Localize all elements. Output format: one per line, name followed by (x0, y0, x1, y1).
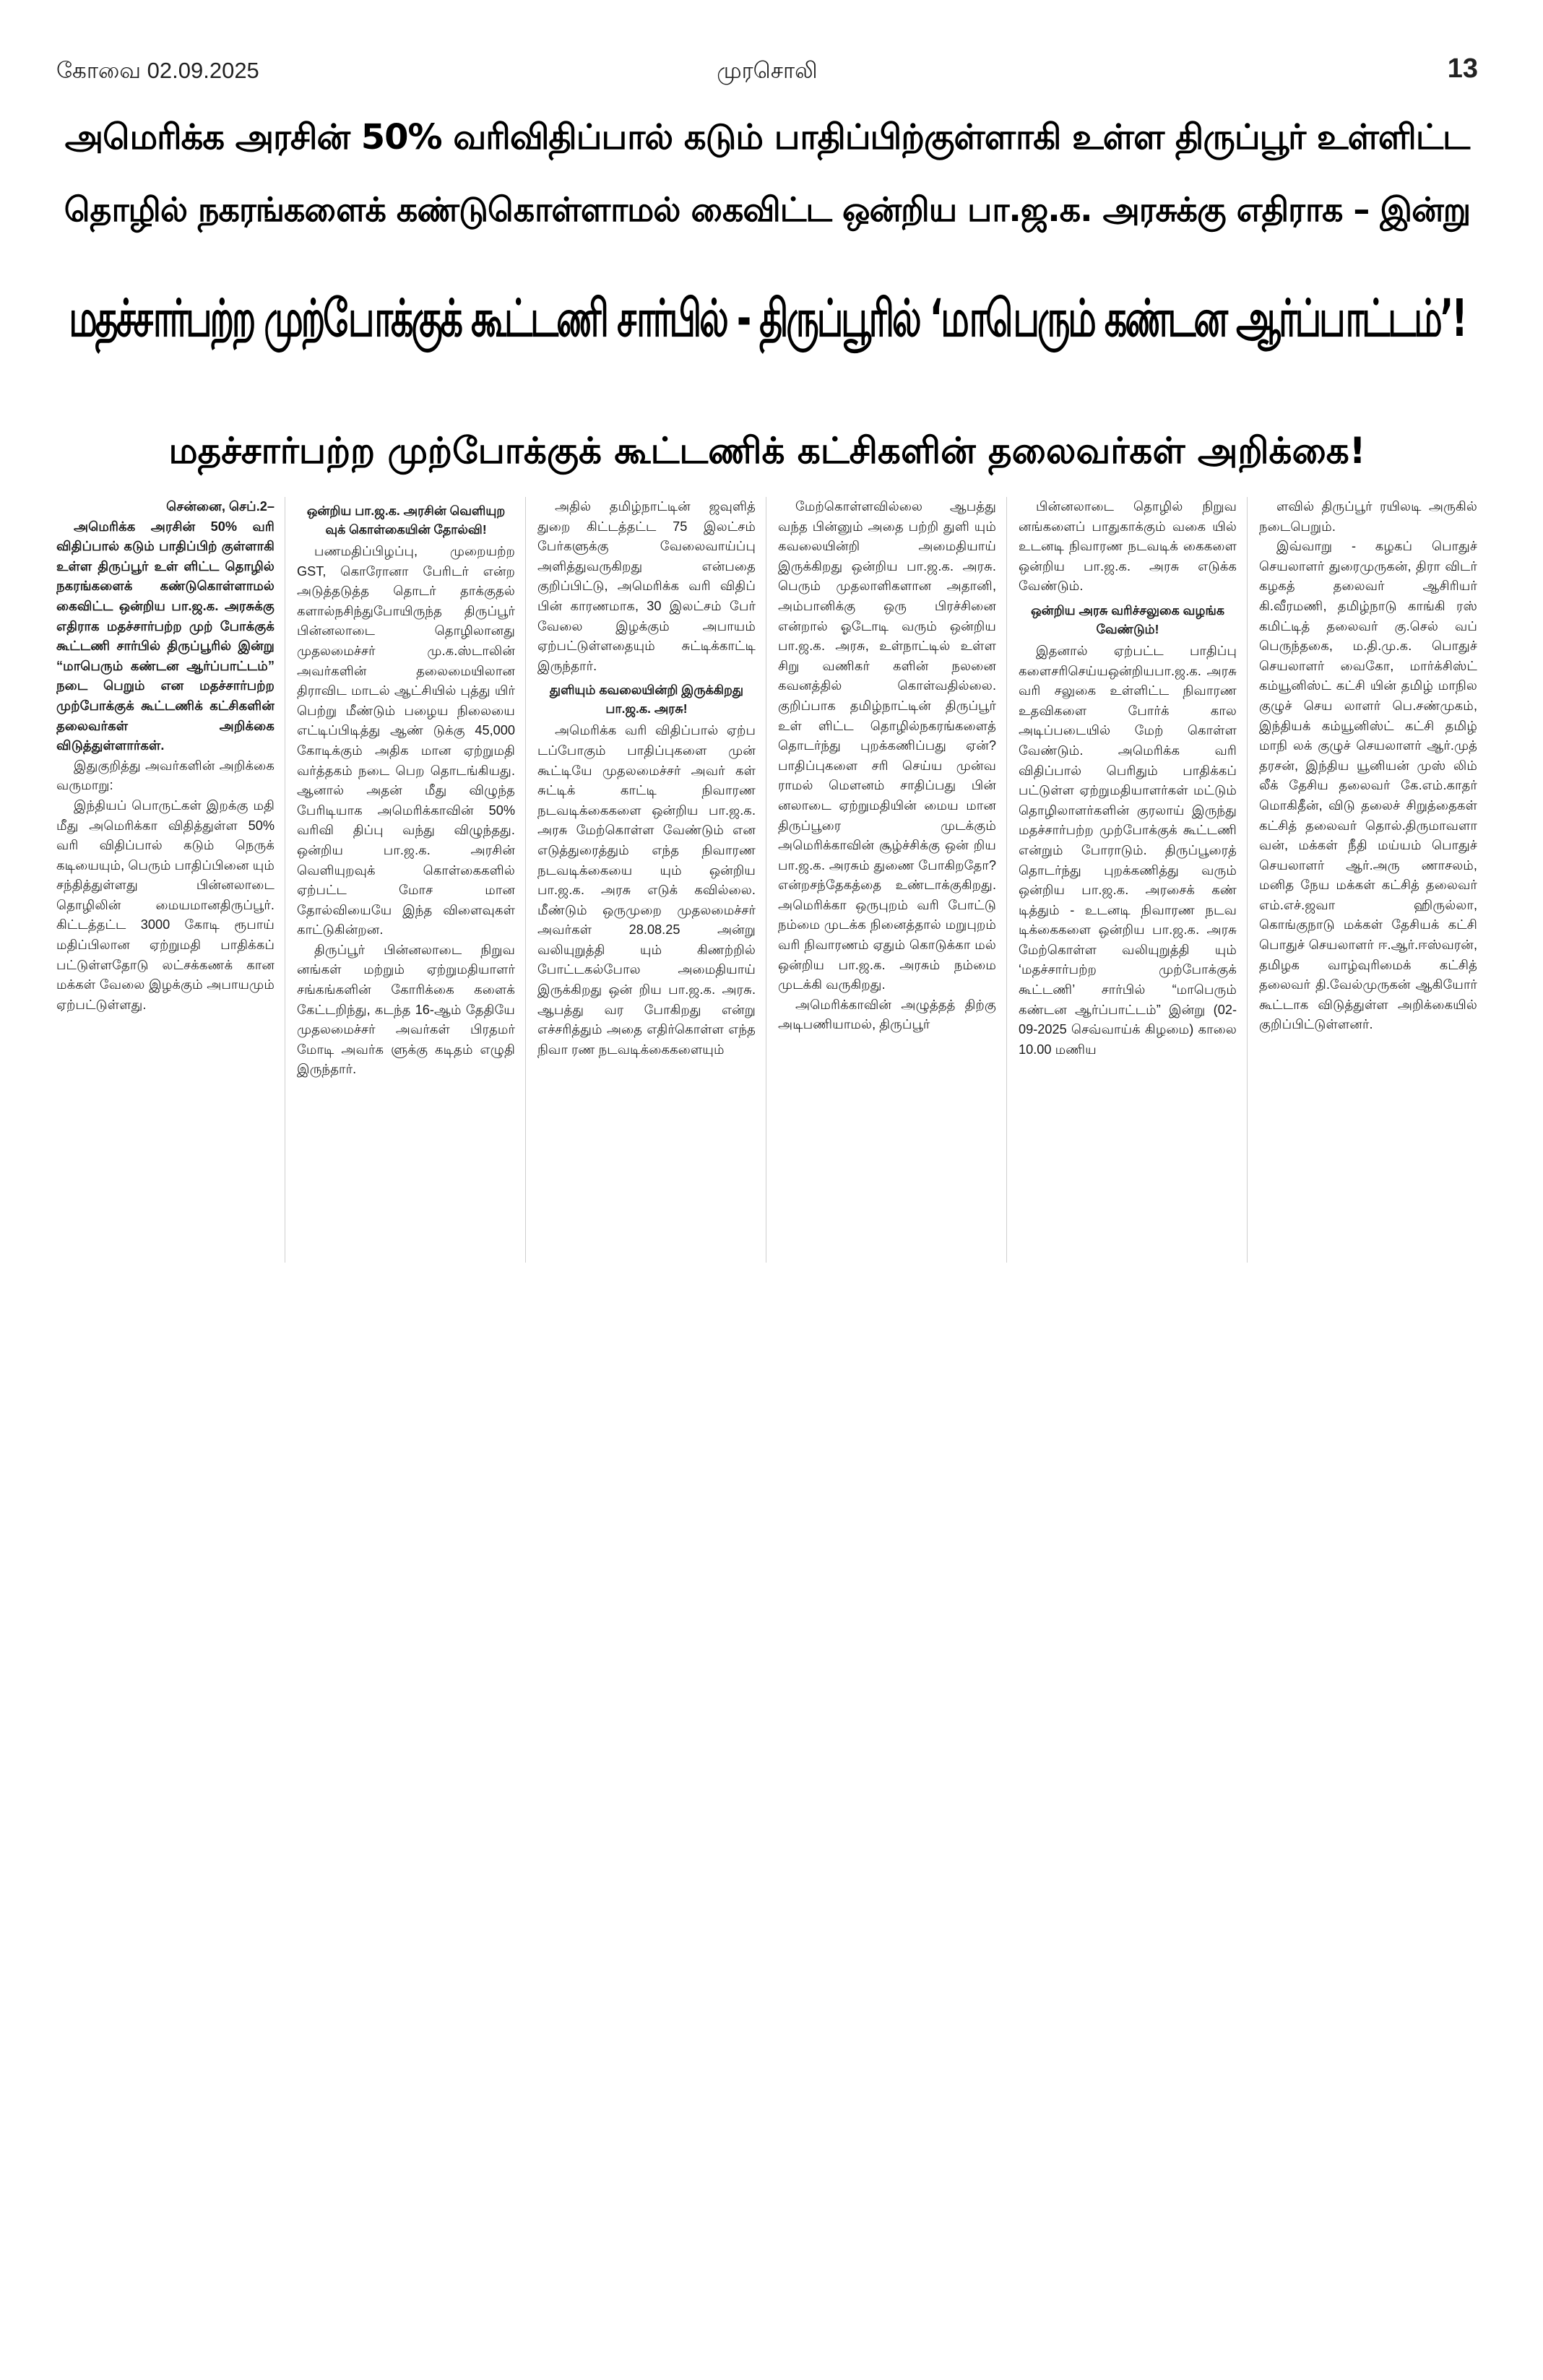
paragraph: இதுகுறித்து அவர்களின் அறிக்கை வருமாறு: (56, 758, 275, 793)
headline-line-2: தொழில் நகரங்களைக் கண்டுகொள்ளாமல் கைவிட்ட ஒன்றிய பா.ஜ.க. அரசுக்கு எதிராக – இன்று (64, 190, 1471, 229)
lead-paragraph: அமெரிக்க அரசின் 50% வரி விதிப்பால் கடும் பாதிப்பிற் குள்ளாகி உள்ள திருப்பூர் உள் ளிட்ட தொழில் நகரங்களைக் கண்டுகொள்ளாமல் கைவிட்ட ஒன்றிய பா.ஜ.க. அரசுக்கு எதிராக மதச்சார்பற்ற முற் போக்குக் கூட்டணி சார்பில் திருப்பூரில் இன்று “மாபெரும் கண்டன ஆர்ப்பாட்டம்” நடை பெறும் என மதச்சார்பற்ற முற்போக்குக் கூட்டணிக் கட்சிகளின் தலைவர்கள் அறிக்கை விடுத்துள்ளார்கள். (56, 519, 275, 753)
paragraph: இந்தியப் பொருட்கள் இறக்கு மதி மீது அமெரிக்கா விதித்துள்ள 50% வரி விதிப்பால் கடும் நெருக் கடியையும், பெரும் பாதிப்பினை யும் சந்தித்துள்ளது பின்னலாடை தொழிலின் மையமானதிருப்பூர். கிட்டத்தட்ட 3000 கோடி ரூபாய் மதிப்பிலான ஏற்றுமதி பாதிக்கப் பட்டுள்ளதோடு லட்சக்கணக் கான மக்கள் வேலை இழக்கும் அபாயமும் ஏற்பட்டுள்ளது. (56, 797, 275, 1012)
article-body (56, 497, 1478, 1263)
city-date: கோவை 02.09.2025 (56, 58, 259, 83)
paragraph: அமெரிக்காவின் அழுத்தத் திற்கு அடிபணியாமல், திருப்பூர் (778, 997, 996, 1032)
section-subheading: துளியும் கவலையின்றி இருக்கிறது பா.ஜ.க. அரசு! (549, 683, 744, 717)
article-column-4 (778, 497, 996, 1263)
paragraph: பின்னலாடை தொழில் நிறுவ னங்களைப் பாதுகாக்கும் வகை யில் உடனடி நிவாரண நடவடிக் கைகளை ஒன்றிய பா.ஜ.க. அரசு எடுக்க வேண்டும். (1019, 499, 1237, 594)
section-subheading: ஒன்றிய பா.ஜ.க. அரசின் வெளியுற வுக் கொள்கையின் தோல்வி! (306, 503, 506, 537)
paragraph: அமெரிக்க வரி விதிப்பால் ஏற்ப டப்போகும் பாதிப்புகளை முன் கூட்டியே முதலமைச்சர் அவர் கள் சுட்டிக் காட்டி நிவாரண நடவடிக்கைகளை ஒன்றிய பா.ஜ.க. அரசு மேற்கொள்ள வேண்டும் என எடுத்துரைத்தும் எந்த நிவாரண நடவடிக்கையை யும் ஒன்றிய பா.ஜ.க. அரசு எடுக் கவில்லை. மீண்டும் ஒருமுறை முதலமைச்சர் அவர்கள் 28.08.25 அன்று வலியுறுத்தி யும் கிணற்றில் போட்டகல்போல அமைதியாய் இருக்கிறது ஒன் றிய பா.ஜ.க. அரசு. ஆபத்து வர போகிறது என்று எச்சரித்தும் அதை எதிர்கொள்ள எந்த நிவா ரண நடவடிக்கைகளையும் (537, 723, 756, 1057)
column-divider (1247, 497, 1248, 1263)
article-column-2 (297, 497, 515, 1263)
column-divider (1006, 497, 1007, 1263)
headline-line-1: அமெரிக்க அரசின் 50% வரிவிதிப்பால் கடும் பாதிப்பிற்குள்ளாகி உள்ள திருப்பூர் உள்ளிட்ட (64, 117, 1470, 157)
paragraph: இவ்வாறு - கழகப் பொதுச் செயலாளர் துரைமுருகன், திரா விடர் கழகத் தலைவர் ஆசிரியர் கி.வீரமணி, தமிழ்நாடு காங்கி ரஸ் கமிட்டித் தலைவர் கு.செல் வப் பெருந்தகை, ம.தி.மு.க. பொதுச் செயலாளர் வைகோ, மார்க்சிஸ்ட் கம்யூனிஸ்ட் கட்சி யின் தமிழ் மாநில குழுச் செய லாளர் பெ.சண்முகம், இந்தியக் கம்யூனிஸ்ட் கட்சி தமிழ் மாநி லக் குழுச் செயலாளர் ஆர்.முத் தரசன், இந்திய யூனியன் முஸ் லிம் லீக் தேசிய தலைவர் கே.எம்.காதர் மொகிதீன், விடு தலைச் சிறுத்தைகள் கட்சித் தலைவர் தொல்.திருமாவளா வன், மக்கள் நீதி மய்யம் பொதுச் செயலாளர் ஆர்.அரு ணாசலம், மனித நேய மக்கள் கட்சித் தலைவர் எம்.எச்.ஜவா ஹிருல்லா, கொங்குநாடு மக்கள் தேசியக் கட்சி பொதுச் செயலாளர் ஈ.ஆர்.ஈஸ்வரன், தமிழக வாழ்வுரிமைக் கட்சித் தலைவர் தி.வேல்முருகன் ஆகியோர் கூட்டாக விடுத்துள்ள அறிக்கையில் குறிப்பிட்டுள்ளனர். (1259, 539, 1477, 1032)
paper-name: முரசொலி (717, 58, 818, 83)
paragraph: பணமதிப்பிழப்பு, முறையற்ற GST, கொரோனா பேரிடர் என்ற அடுத்தடுத்த தொடர் தாக்குதல் களால்நசிந்துபோயிருந்த திருப்பூர் பின்னலாடை தொழிலானது முதலமைச்சர் மு.க.ஸ்டாலின் அவர்களின் தலைமையிலான திராவிட மாடல் ஆட்சியில் புத்து யிர் பெற்று மீண்டும் பழைய நிலையை எட்டிப்பிடித்து ஆண் டுக்கு 45,000 கோடிக்கும் அதிக மான ஏற்றுமதி வர்த்தகம் நடை பெற தொடங்கியது. ஆனால் அதன் மீது விழுந்த பேரிடியாக அமெரிக்காவின் 50% வரிவி திப்பு வந்து விழுந்தது. ஒன்றிய பா.ஜ.க. அரசின் வெளியுறவுக் கொள்கைகளில் ஏற்பட்ட மோச மான தோல்வியையே இந்த விளைவுகள் காட்டுகின்றன. (297, 544, 515, 938)
article-column-6 (1259, 497, 1477, 1263)
subheadline: மதச்சார்பற்ற முற்போக்குக் கூட்டணிக் கட்சிகளின் தலைவர்கள் அறிக்கை! (168, 430, 1366, 472)
article-column-5 (1019, 497, 1237, 1263)
masthead (56, 52, 1478, 92)
paragraph: திருப்பூர் பின்னலாடை நிறுவ னங்கள் மற்றும் ஏற்றுமதியாளர் சங்கங்களின் கோரிக்கை களைக் கேட்டறிந்து, கடந்த 16-ஆம் தேதியே முதலமைச்சர் அவர்கள் பிரதமர் மோடி அவர்க ளுக்கு கடிதம் எழுதி இருந்தார். (297, 942, 515, 1077)
page-number: 13 (1447, 53, 1478, 84)
paragraph: மேற்கொள்ளவில்லை ஆபத்து வந்த பின்னும் அதை பற்றி துளி யும் கவலையின்றி அமைதியாய் இருக்கிறது ஒன்றிய பா.ஜ.க. அரசு. பெரும் முதலாளிகளான அதானி, அம்பானிக்கு ஒரு பிரச்சினை என்றால் ஓடோடி வரும் ஒன்றிய பா.ஜ.க. அரசு, உள்நாட்டில் உள்ள சிறு வணிகர் களின் நலனை கவனத்தில் கொள்வதில்லை. குறிப்பாக தமிழ்நாட்டின் திருப்பூர் உள் ளிட்ட தொழில்நகரங்களைத் தொடர்ந்து புறக்கணிப்பது ஏன்? பாதிப்புகளை சரி செய்ய முன்வ ராமல் மௌனம் சாதிப்பது பின் னலாடை ஏற்றுமதியின் மைய மான திருப்பூரை முடக்கும் அமெரிக்காவின் சூழ்ச்சிக்கு ஒன் றிய பா.ஜ.க. அரசும் துணை போகிறதோ? என்றசந்தேகத்தை உண்டாக்குகிறது. அமெரிக்கா ஒருபுறம் வரி போட்டு நம்மை முடக்க நினைத்தால் மறுபுறம் வரி நிவாரணம் ஏதும் கொடுக்கா மல் ஒன்றிய பா.ஜ.க. அரசும் நம்மை முடக்கி வருகிறது. (778, 499, 996, 992)
column-divider (525, 497, 526, 1263)
paragraph: இதனால் ஏற்பட்ட பாதிப்பு களைசரிசெய்யஒன்றியபா.ஜ.க. அரசு வரி சலுகை உள்ளிட்ட நிவாரண உதவிகளை போர்க் கால அடிப்படையில் மேற் கொள்ள வேண்டும். அமெரிக்க வரி விதிப்பால் பெரிதும் பாதிக்கப் பட்டுள்ள ஏற்றுமதியாளர்கள் மட்டும் தொழிலாளர்களின் குரலாய் இருந்து மதச்சார்பற்ற முற்போக்குக் கூட்டணி என்றும் போராடும். திருப்பூரைத் தொடர்ந்து புறக்கணித்து வரும் ஒன்றிய பா.ஜ.க. அரசைக் கண் டித்தும் - உடனடி நிவாரண நடவ டிக்கைகளை ஒன்றிய பா.ஜ.க. அரசு மேற்கொள்ள வலியுறுத்தி யும் ‘மதச்சார்பற்ற முற்போக்குக் கூட்டணி’ சார்பில் “மாபெரும் கண்டன ஆர்ப்பாட்டம்” இன்று (02-09-2025 செவ்வாய்க் கிழமை) காலை 10.00 மணிய (1019, 643, 1237, 1057)
headline-main: மதச்சார்பற்ற முற்போக்குக் கூட்டணி சார்பில் - திருப்பூரில் ‘மாபெரும் கண்டன ஆர்ப்பாட்டம்’! (69, 288, 1466, 349)
article-column-3 (537, 497, 756, 1263)
section-subheading: ஒன்றிய அரசு வரிச்சலுகை வழங்க வேண்டும்! (1030, 602, 1225, 636)
paragraph: அதில் தமிழ்நாட்டின் ஜவுளித் துறை கிட்டத்தட்ட 75 இலட்சம் பேர்களுக்கு வேலைவாய்ப்பு அளித்துவருகிறது என்பதை குறிப்பிட்டு, அமெரிக்க வரி விதிப் பின் காரணமாக, 30 இலட்சம் பேர் வேலை இழக்கும் அபாயம் ஏற்பட்டுள்ளதையும் சுட்டிக்காட்டி இருந்தார். (537, 499, 756, 673)
dateline: சென்னை, செப்.2– (166, 499, 275, 514)
article-column-1 (56, 497, 275, 1263)
paragraph: ளவில் திருப்பூர் ரயிலடி அருகில் நடைபெறும். (1259, 499, 1477, 534)
